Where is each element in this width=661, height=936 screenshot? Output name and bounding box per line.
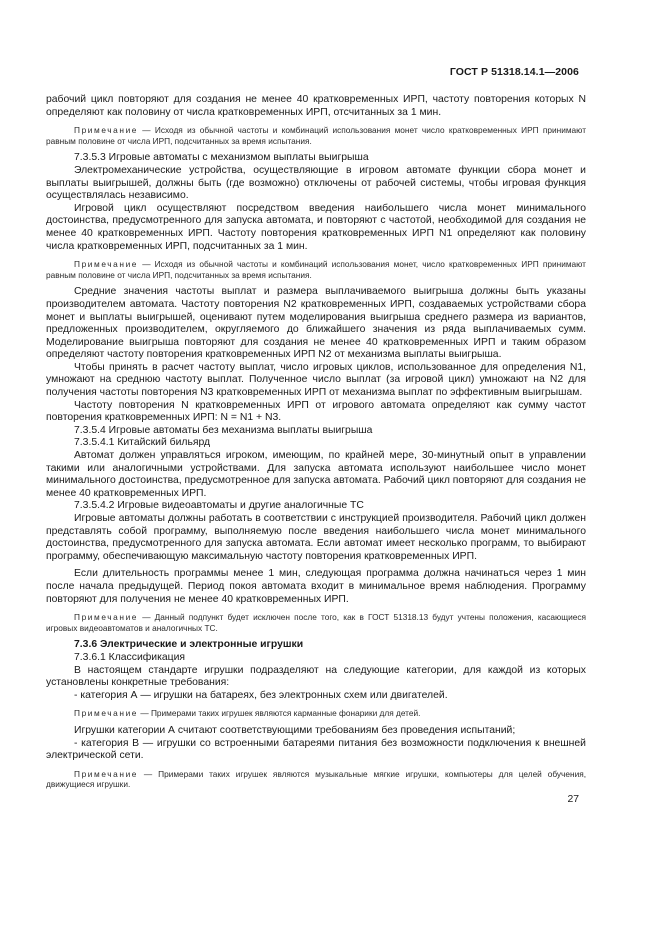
paragraph: Чтобы принять в расчет частоту выплат, число игровых циклов, использованное для определения N1, умножают на среднюю частоту выплат. Полученное число выплат (за игровой цикл) умножают на N2 для получения частоты повторения N3 кратковременных ИРП от механизма выплат по эффективным выигрышам. <box>46 361 586 399</box>
note-text: — Исходя из обычной частоты и комбинаций использования монет число кратковременных ИРП принимают равным половине от числа ИРП, подсчитанных за время испытания. <box>46 125 586 146</box>
section-heading: 7.3.5.3 Игровые автоматы с механизмом выплаты выигрыша <box>74 152 369 164</box>
note <box>46 708 586 719</box>
paragraph: Частоту повторения N кратковременных ИРП от игрового автомата определяют как сумму частот повторения кратковременных ИРП: N = N1 + N3. <box>46 399 586 424</box>
list-item: - категория А — игрушки на батареях, без электронных схем или двигателей. <box>74 689 448 701</box>
note-label: Примечание <box>74 125 139 136</box>
paragraph: Автомат должен управляться игроком, имеющим, по крайней мере, 30-минутный опыт в управлении такими или аналогичными устройствами. Для запуска автомата используют наибольшее число монет минимального достоинства, предусмотренное для запуска автомата. Рабочий цикл повторяют для создания не менее 40 кратковременных ИРП. <box>46 450 586 499</box>
document-body <box>46 94 586 796</box>
list-item: - категория В — игрушки со встроенными батареями питания без возможности подключения к внешней электрической сети. <box>46 737 586 762</box>
section-heading: 7.3.6.1 Классификация <box>74 651 186 663</box>
note-label: Примечание <box>74 708 139 719</box>
paragraph: Игровой цикл осуществляют посредством введения наибольшего числа монет минимального достоинства, предусмотренного для запуска автомата, и повторяют с частотой, необходимой для создания не менее 40 кратковременных ИРП. Частоту повторения кратковременных ИРП N1 определяют как половину числа кратковременных ИРП, подсчитанных за 1 мин. <box>46 202 586 252</box>
paragraph: Электромеханические устройства, осуществляющие в игровом автомате функции сбора монет и выплаты выигрышей, должны быть (где возможно) отключены от рабочей системы, чтобы игровая функция осуществлялась независимо. <box>46 164 586 202</box>
paragraph: рабочий цикл повторяют для создания не менее 40 кратковременных ИРП, частоту повторения которых N определяют как половину от числа кратковременных ИРП, отсчитанных за 1 мин. <box>46 94 586 118</box>
note <box>46 125 586 146</box>
paragraph: В настоящем стандарте игрушки подразделяют на следующие категории, для каждой из которых установлены конкретные требования: <box>46 664 586 689</box>
note <box>46 612 586 633</box>
note <box>46 259 586 280</box>
section-heading: 7.3.5.4.2 Игровые видеоавтоматы и другие аналогичные ТС <box>74 500 364 512</box>
standard-code-header: ГОСТ Р 51318.14.1—2006 <box>449 66 579 78</box>
note-text: — Данный подпункт будет исключен после того, как в ГОСТ 51318.13 будут учтены положения, касающиеся игровых видеоавтоматов и аналогичных ТС. <box>46 612 586 633</box>
paragraph: Игрушки категории А считают соответствующими требованиям без проведения испытаний; <box>74 724 516 736</box>
note-text: — Исходя из обычной частоты и комбинаций использования монет, число кратковременных ИРП принимают равным половине от числа ИРП, подсчитанных за время испытания. <box>46 259 586 280</box>
page-number: 27 <box>567 794 579 805</box>
section-heading-bold: 7.3.6 Электрические и электронные игрушки <box>74 639 304 651</box>
note-label: Примечание <box>74 768 139 779</box>
paragraph: Если длительность программы менее 1 мин, следующая программа должна начинаться через 1 мин после начала предыдущей. Период покоя автомата входит в минимальное время наблюдения. Программу повторяют для получения не менее 40 кратковременных ИРП. <box>46 568 586 605</box>
section-heading: 7.3.5.4 Игровые автоматы без механизма выплаты выигрыша <box>74 424 373 436</box>
paragraph: Средние значения частоты выплат и размера выплачиваемого выигрыша должны быть указаны производителем автомата. Частоту повторения N2 кратковременных ИРП, создаваемых устройствами сбора монет и выплаты выигрышей, оценивают путем моделирования выигрыша среднего размера из вариантов, предложенных производителем, округляемого до ближайшего значения из ряда выплачиваемых сумм. Моделирование выигрыша повторяют для создания не менее 40 кратковременных ИРП и таким образом определяют частоту повторения кратковременных ИРП N2 от механизма выплаты выигрыша. <box>46 286 586 361</box>
note-text: — Примерами таких игрушек являются музыкальные мягкие игрушки, компьютеры для целей обучения, движущиеся игрушки. <box>46 768 586 790</box>
note-label: Примечание <box>74 612 139 623</box>
section-heading: 7.3.5.4.1 Китайский бильярд <box>74 437 211 449</box>
note-text: — Примерами таких игрушек являются карманные фонарики для детей. <box>138 708 421 719</box>
note <box>46 769 586 790</box>
note-label: Примечание <box>74 259 139 270</box>
paragraph: Игровые автоматы должны работать в соответствии с инструкцией производителя. Рабочий цикл должен представлять собой программу, выполняемую после введения наибольшего числа монет минимального достоинства, предусмотренного для запуска автомата. Если автомат имеет несколько программ, то выбирают программу, обеспечивающую максимальную частоту повторения кратковременных ИРП. <box>46 513 586 562</box>
